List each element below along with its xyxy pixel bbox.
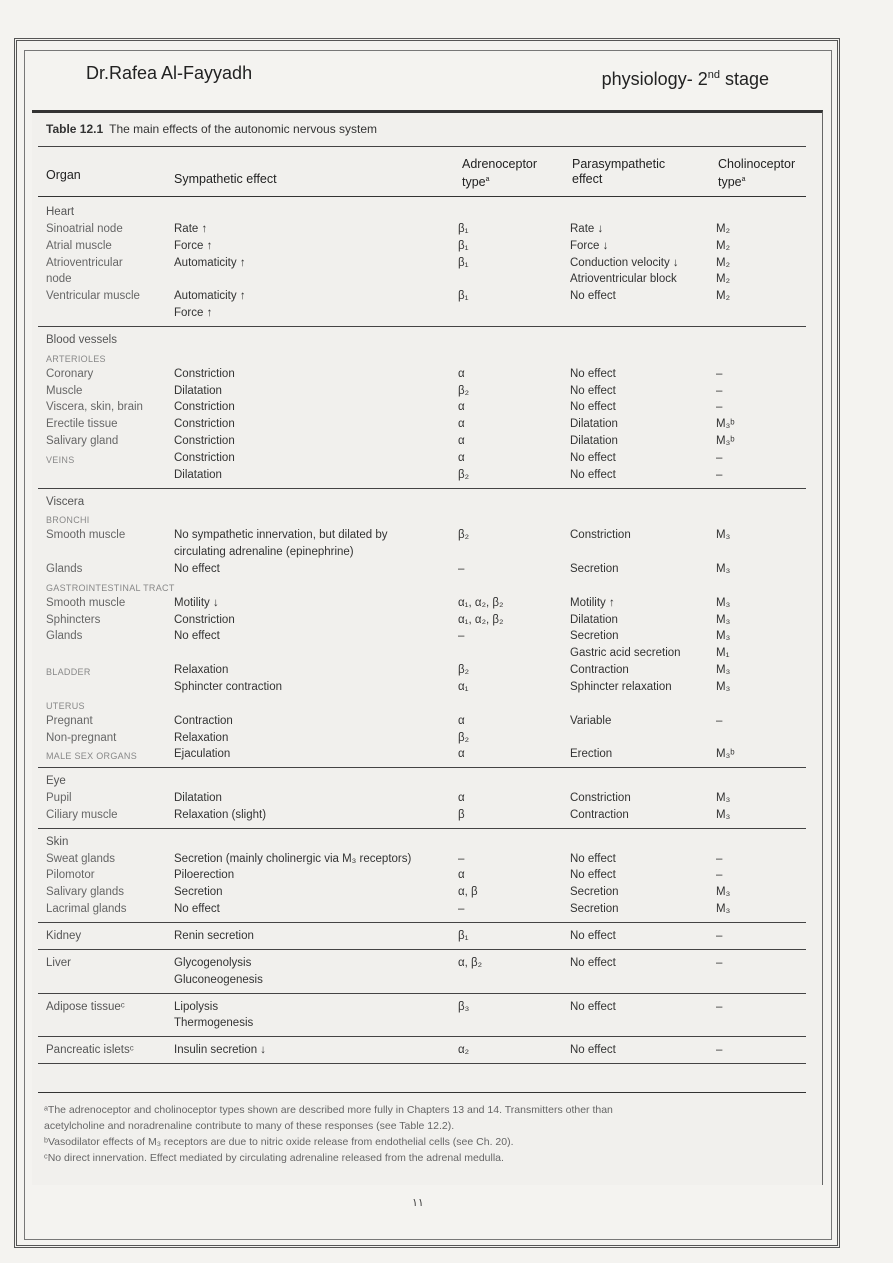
cell-chol: M₃ (716, 563, 731, 575)
cell-adr: α (458, 792, 465, 804)
cell-adr: α (458, 418, 465, 430)
cell-para: No effect (570, 869, 616, 881)
section-rule (38, 1036, 806, 1037)
cell-symp: Dilatation (174, 469, 222, 481)
cell-organ: Glands (46, 630, 83, 642)
cell-symp: Constriction (174, 368, 235, 380)
cell-symp: Ejaculation (174, 748, 231, 760)
cell-organ: Kidney (46, 930, 82, 942)
footnote-a-cont: acetylcholine and noradrenaline contribute to many of these responses (see Table 12.2). (44, 1120, 455, 1132)
cell-para: No effect (570, 452, 616, 464)
cell-symp: No sympathetic innervation, but dilated by (174, 529, 388, 541)
cell-adr: β₂ (458, 732, 470, 744)
cell-para: No effect (570, 385, 616, 397)
cell-organ: Sweat glands (46, 853, 116, 865)
cell-organ: Muscle (46, 385, 83, 397)
cell-para: Dilatation (570, 435, 618, 447)
cell-organ: Lacrimal glands (46, 903, 127, 915)
cell-chol: M₃ᵇ (716, 748, 735, 760)
cell-chol: – (716, 368, 723, 380)
cell-chol: M₃ᵇ (716, 418, 735, 430)
page-number: ١١ (412, 1197, 424, 1209)
cell-organ: Sinoatrial node (46, 223, 123, 235)
cell-adr: β₁ (458, 290, 469, 302)
cell-adr: β₂ (458, 664, 470, 676)
cell-adr: α₁, α₂, β₂ (458, 614, 504, 626)
cell-organ: Heart (46, 206, 75, 218)
cell-symp: No effect (174, 903, 220, 915)
cell-adr: β₃ (458, 1001, 470, 1013)
section-rule (38, 767, 806, 768)
section-rule (38, 326, 806, 327)
cell-para: Secretion (570, 903, 619, 915)
col-parasympathetic-line1: Parasympathetic (572, 157, 666, 171)
cell-adr: – (458, 630, 465, 642)
cell-chol: M₂ (716, 240, 731, 252)
cell-para: Constriction (570, 792, 631, 804)
cell-symp: circulating adrenaline (epinephrine) (174, 546, 354, 558)
cell-symp: Piloerection (174, 869, 235, 881)
cell-chol: – (716, 869, 723, 881)
cell-adr: α (458, 715, 465, 727)
cell-symp: Relaxation (slight) (174, 809, 267, 821)
cell-adr: – (458, 903, 465, 915)
cell-organ: Erectile tissue (46, 418, 118, 430)
cell-organ: Non-pregnant (46, 732, 117, 744)
cell-symp: Force ↑ (174, 307, 213, 319)
section-rule (38, 1063, 806, 1064)
cell-para: Gastric acid secretion (570, 647, 681, 659)
cell-adr: α₁, α₂, β₂ (458, 597, 504, 609)
section-rule (38, 949, 806, 950)
cell-organ: Smooth muscle (46, 597, 126, 609)
cell-adr: β₂ (458, 469, 470, 481)
cell-chol: M₃ (716, 529, 731, 541)
footnote-a: ᵃThe adrenoceptor and cholinoceptor types shown are described more fully in Chapters 13 and 14. Transmitters other than (44, 1104, 613, 1116)
cell-organ: Adipose tissueᶜ (46, 1001, 125, 1013)
author-name: Dr.Rafea Al-Fayyadh (86, 63, 253, 83)
cell-chol: – (716, 930, 723, 942)
cell-organ: Viscera (46, 496, 85, 508)
cell-organ: BRONCHI (46, 515, 90, 525)
cell-para: Secretion (570, 886, 619, 898)
cell-symp: Constriction (174, 452, 235, 464)
course-prefix: physiology- 2 (601, 69, 708, 89)
course-suffix: stage (719, 69, 769, 89)
cell-chol: M₃ (716, 809, 731, 821)
cell-organ: Ciliary muscle (46, 809, 118, 821)
cell-adr: β (458, 809, 465, 821)
cell-adr: α (458, 401, 465, 413)
cell-symp: Lipolysis (174, 1001, 219, 1013)
cell-organ: GASTROINTESTINAL TRACT (46, 583, 175, 593)
cell-para: Dilatation (570, 418, 618, 430)
cell-organ: Pregnant (46, 715, 93, 727)
cell-chol: – (716, 1044, 723, 1056)
cell-adr: α (458, 368, 465, 380)
col-parasympathetic-line2: effect (572, 172, 603, 186)
cell-para: No effect (570, 853, 616, 865)
cell-para: Variable (570, 715, 612, 727)
footnote-b: ᵇVasodilator effects of M₃ receptors are due to nitric oxide release from endothelial cells (see Ch. 20). (44, 1136, 514, 1148)
cell-organ: ARTERIOLES (46, 354, 106, 364)
section-rule (38, 922, 806, 923)
cell-organ: Coronary (46, 368, 94, 380)
cell-adr: α (458, 748, 465, 760)
cell-adr: β₂ (458, 385, 470, 397)
cell-organ: Pupil (46, 792, 72, 804)
cell-symp: Relaxation (174, 732, 229, 744)
col-adrenoceptor-line2: type$^a$ (462, 175, 490, 190)
cell-organ: Blood vessels (46, 334, 117, 346)
course-ordinal: nd (707, 69, 720, 81)
cell-symp: Automaticity ↑ (174, 290, 246, 302)
cell-symp: Sphincter contraction (174, 681, 283, 693)
cell-organ: Sphincters (46, 614, 101, 626)
cell-symp: Automaticity ↑ (174, 257, 246, 269)
cell-para: No effect (570, 957, 616, 969)
cell-para: Constriction (570, 529, 631, 541)
cell-organ: Skin (46, 836, 69, 848)
cell-chol: M₃ (716, 903, 731, 915)
cell-chol: – (716, 469, 723, 481)
cell-symp: Secretion (174, 886, 223, 898)
cell-para: Erection (570, 748, 613, 760)
cell-organ: MALE SEX ORGANS (46, 751, 138, 761)
cell-para: No effect (570, 401, 616, 413)
cell-organ: node (46, 273, 72, 285)
cell-para: No effect (570, 930, 616, 942)
cell-symp: Constriction (174, 418, 235, 430)
cell-adr: – (458, 853, 465, 865)
cell-symp: Thermogenesis (174, 1017, 254, 1029)
cell-chol: – (716, 385, 723, 397)
cell-chol: – (716, 853, 723, 865)
cell-chol: M₁ (716, 647, 730, 659)
cell-symp: Motility ↓ (174, 597, 219, 609)
col-cholinoceptor-line2: type$^a$ (718, 175, 746, 190)
cell-organ: Liver (46, 957, 71, 969)
cell-adr: α₁ (458, 681, 469, 693)
cell-chol: – (716, 957, 723, 969)
cell-para: No effect (570, 1044, 616, 1056)
cell-para: Contraction (570, 809, 629, 821)
section-rule (38, 488, 806, 489)
cell-adr: α (458, 452, 465, 464)
cell-para: Dilatation (570, 614, 618, 626)
cell-symp: No effect (174, 630, 220, 642)
cell-chol: M₃ (716, 792, 731, 804)
cell-symp: Renin secretion (174, 930, 254, 942)
cell-para: Sphincter relaxation (570, 681, 672, 693)
cell-adr: β₁ (458, 240, 469, 252)
footnote-c: ᶜNo direct innervation. Effect mediated by circulating adrenaline released from the adrenal medulla. (44, 1152, 504, 1164)
cell-symp: Dilatation (174, 792, 222, 804)
col-organ: Organ (46, 168, 81, 182)
cell-para: Atrioventricular block (570, 273, 677, 285)
cell-para: No effect (570, 1001, 616, 1013)
cell-organ: Pancreatic isletsᶜ (46, 1044, 134, 1056)
table-number: Table 12.1 (46, 122, 104, 136)
cell-para: Secretion (570, 563, 619, 575)
table-caption: The main effects of the autonomic nervous system (109, 122, 378, 136)
cell-chol: M₃ (716, 614, 731, 626)
cell-para: Contraction (570, 664, 629, 676)
cell-adr: α, β (458, 886, 478, 898)
cell-para: No effect (570, 469, 616, 481)
cell-organ: Viscera, skin, brain (46, 401, 143, 413)
cell-adr: – (458, 563, 465, 575)
cell-chol: M₃ᵇ (716, 435, 735, 447)
cell-adr: α (458, 435, 465, 447)
cell-organ: VEINS (46, 455, 75, 465)
cell-symp: Force ↑ (174, 240, 213, 252)
col-cholinoceptor-line1: Cholinoceptor (718, 157, 796, 171)
cell-symp: Constriction (174, 614, 235, 626)
cell-organ: Pilomotor (46, 869, 95, 881)
cell-symp: Gluconeogenesis (174, 974, 263, 986)
cell-chol: M₂ (716, 273, 731, 285)
cell-organ: UTERUS (46, 701, 85, 711)
cell-chol: – (716, 401, 723, 413)
cell-para: Conduction velocity ↓ (570, 257, 679, 269)
cell-chol: M₂ (716, 223, 731, 235)
section-rule (38, 828, 806, 829)
cell-chol: – (716, 715, 723, 727)
cell-symp: Glycogenolysis (174, 957, 252, 969)
cell-organ: Atrial muscle (46, 240, 112, 252)
cell-chol: – (716, 452, 723, 464)
cell-organ: Eye (46, 775, 66, 787)
cell-organ: Glands (46, 563, 83, 575)
cell-chol: M₃ (716, 630, 731, 642)
cell-chol: M₂ (716, 290, 731, 302)
cell-adr: α, β₂ (458, 957, 483, 969)
cell-para: Motility ↑ (570, 597, 615, 609)
cell-symp: Secretion (mainly cholinergic via M₃ receptors) (174, 853, 412, 865)
cell-symp: Contraction (174, 715, 233, 727)
cell-adr: β₁ (458, 223, 469, 235)
cell-symp: Rate ↑ (174, 223, 208, 235)
cell-chol: M₂ (716, 257, 731, 269)
cell-chol: M₃ (716, 664, 731, 676)
table-bottom-rule (38, 1092, 806, 1093)
cell-organ: Ventricular muscle (46, 290, 140, 302)
col-sympathetic: Sympathetic effect (174, 172, 277, 186)
cell-adr: α (458, 869, 465, 881)
cell-chol: M₃ (716, 886, 731, 898)
cell-symp: Dilatation (174, 385, 222, 397)
cell-para: No effect (570, 290, 616, 302)
cell-symp: Insulin secretion ↓ (174, 1044, 267, 1056)
cell-para: No effect (570, 368, 616, 380)
cell-symp: No effect (174, 563, 220, 575)
cell-organ: BLADDER (46, 667, 91, 677)
cell-organ: Salivary gland (46, 435, 119, 447)
cell-chol: – (716, 1001, 723, 1013)
cell-symp: Constriction (174, 435, 235, 447)
cell-symp: Relaxation (174, 664, 229, 676)
cell-organ: Smooth muscle (46, 529, 126, 541)
section-rule (38, 993, 806, 994)
cell-chol: M₃ (716, 597, 731, 609)
cell-organ: Salivary glands (46, 886, 124, 898)
cell-adr: α₂ (458, 1044, 470, 1056)
cell-adr: β₂ (458, 529, 470, 541)
cell-symp: Constriction (174, 401, 235, 413)
cell-organ: Atrioventricular (46, 257, 123, 269)
cell-adr: β₁ (458, 930, 469, 942)
cell-para: Secretion (570, 630, 619, 642)
cell-adr: β₁ (458, 257, 469, 269)
col-adrenoceptor-line1: Adrenoceptor (462, 157, 538, 171)
cell-para: Force ↓ (570, 240, 609, 252)
cell-chol: M₃ (716, 681, 731, 693)
cell-para: Rate ↓ (570, 223, 604, 235)
